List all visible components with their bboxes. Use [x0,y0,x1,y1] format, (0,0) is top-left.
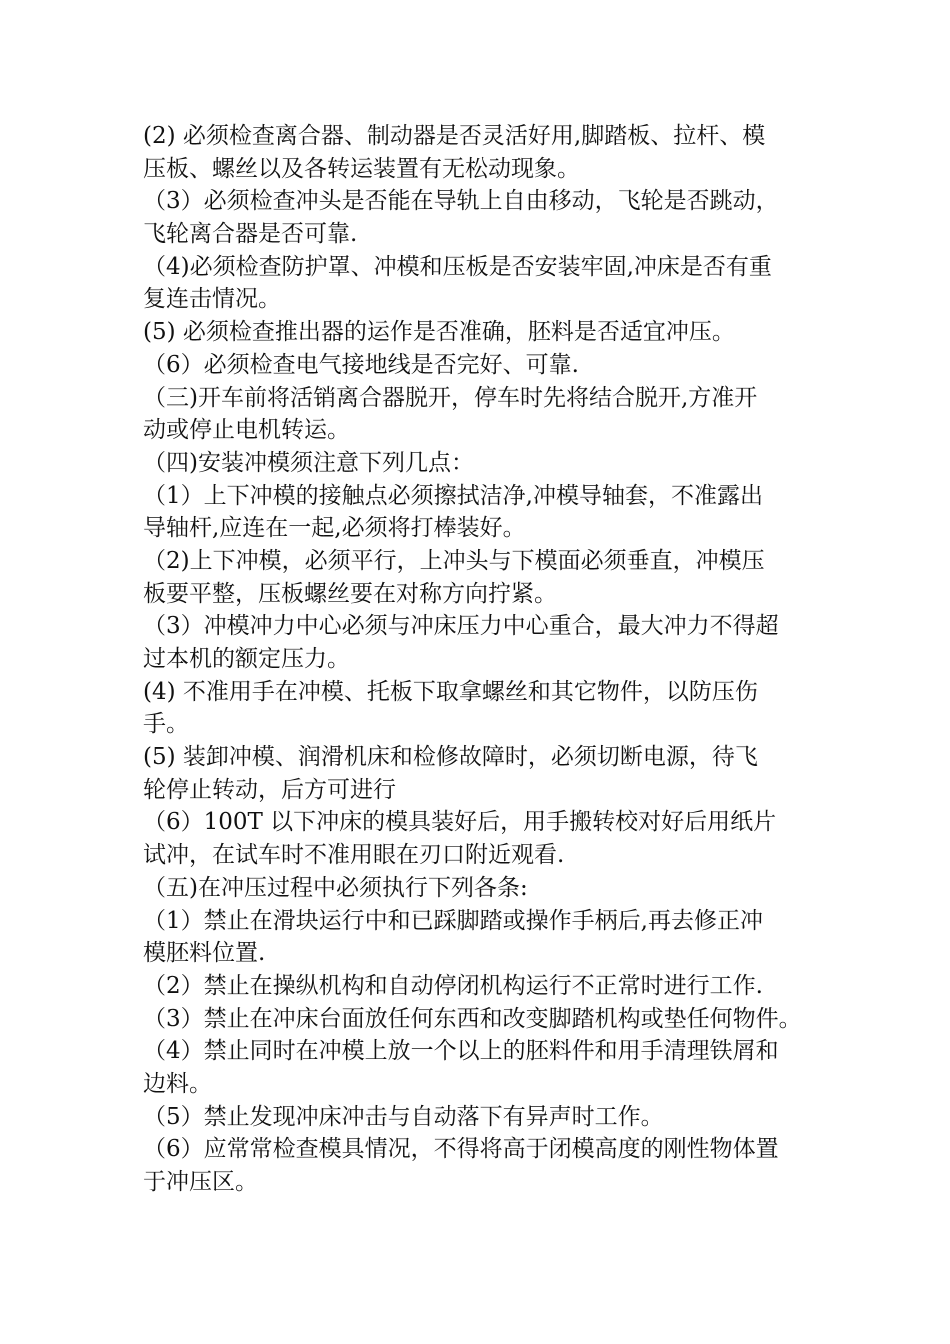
text-line: 动或停止电机转运。 [143,417,350,444]
text-line: 过本机的额定压力。 [143,646,350,672]
text-line: 模胚料位置. [143,940,266,967]
text-line: （5）禁止发现冲床冲击与自动落下有异声时工作。 [143,1103,664,1130]
text-line: （四)安装冲模须注意下列几点： [143,449,474,476]
text-line: (2) 必须检查离合器、制动器是否灵活好用,脚踏板、拉杆、模 [143,123,766,149]
text-line: （五)在冲压过程中必须执行下列各条: [143,874,528,901]
text-line: (5) 装卸冲模、润滑机床和检修故障时，必须切断电源，待飞 [143,744,758,771]
document-body [143,120,823,1199]
text-line: （6）必须检查电气接地线是否完好、可靠. [143,351,579,378]
text-line: 复连击情况。 [143,286,281,313]
text-line: 飞轮离合器是否可靠. [143,221,358,248]
text-line: 轮停止转动，后方可进行 [143,776,396,803]
text-line: （3）必须检查冲头是否能在导轨上自由移动，飞轮是否跳动， [143,188,779,215]
text-line: （2)上下冲模，必须平行，上冲头与下模面必须垂直，冲模压 [143,547,765,574]
text-line: （3）冲模冲力中心必须与冲床压力中心重合，最大冲力不得超 [143,613,779,640]
text-line: 板要平整，压板螺丝要在对称方向拧紧。 [143,580,557,607]
text-line: 边料。 [143,1070,212,1097]
text-line: （1）上下冲模的接触点必须擦拭洁净,冲模导轴套，不准露出 [143,482,763,509]
text-line: （3）禁止在冲床台面放任何东西和改变脚踏机构或垫任何物件。 [143,1005,802,1032]
text-line: (4) 不准用手在冲模、托板下取拿螺丝和其它物件，以防压伤 [143,678,758,705]
text-line: (5) 必须检查推出器的运作是否准确，胚料是否适宜冲压。 [143,319,735,346]
text-line: （4）禁止同时在冲模上放一个以上的胚料件和用手清理铁屑和 [143,1038,779,1065]
text-line: （6）100T 以下冲床的模具装好后，用手搬转校对好后用纸片 [143,809,777,836]
text-line: （6）应常常检查模具情况，不得将高于闭模高度的刚性物体置 [143,1136,779,1163]
text-line: 试冲，在试车时不准用眼在刃口附近观看. [143,842,565,869]
text-line: （2）禁止在操纵机构和自动停闭机构运行不正常时进行工作. [143,972,763,999]
text-line: （三)开车前将活销离合器脱开，停车时先将结合脱开,方准开 [143,384,758,411]
text-line: （4)必须检查防护罩、冲模和压板是否安装牢固,冲床是否有重 [143,253,772,280]
text-line: 压板、螺丝以及各转运装置有无松动现象。 [143,155,580,182]
text-line: 于冲压区。 [143,1169,258,1195]
text-line: （1）禁止在滑块运行中和已踩脚踏或操作手柄后,再去修正冲 [143,907,763,934]
text-line: 手。 [143,711,189,738]
text-line: 导轴杆,应连在一起,必须将打棒装好。 [143,515,526,542]
